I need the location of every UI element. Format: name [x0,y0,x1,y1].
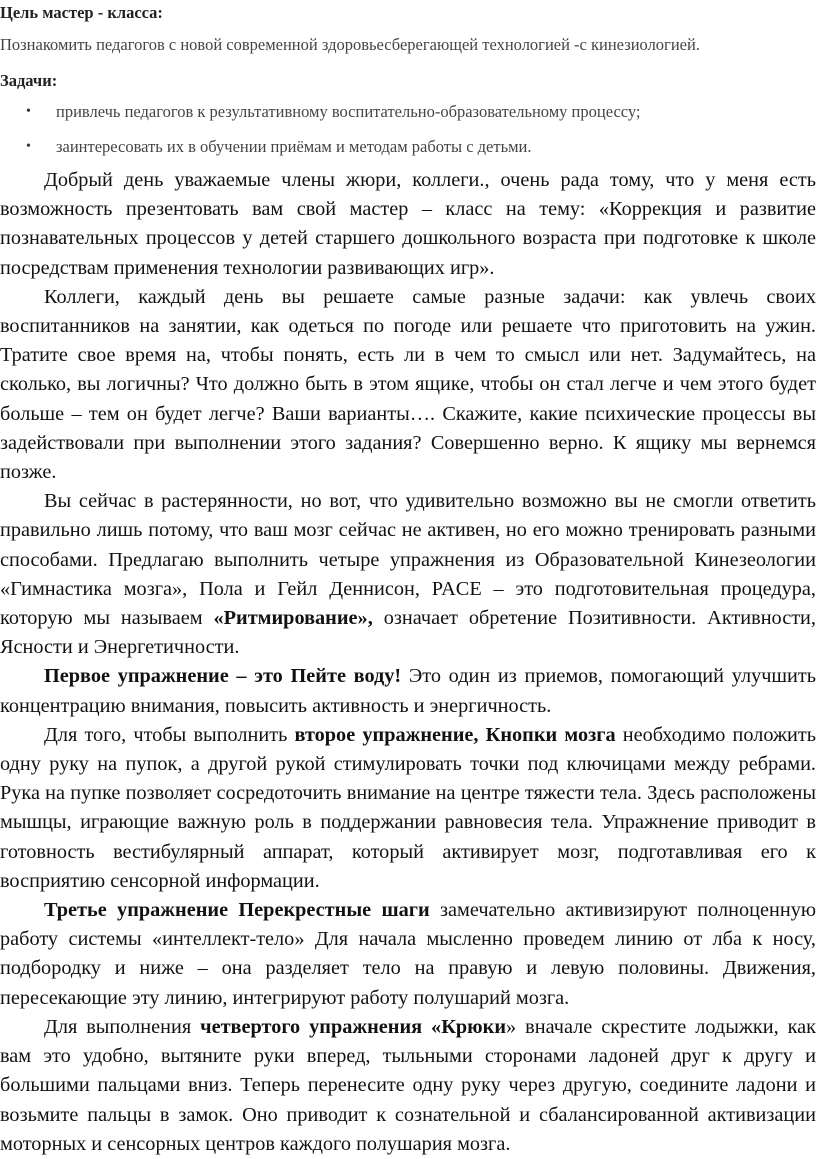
paragraph-text: Для выполнения [44,1015,201,1038]
paragraph-text: Вы сейчас в растерянности, но вот, что удивительно возможно вы не смогли ответить правильно лишь потому, что ваш мозг сейчас не активен, но его можно тренировать разными способами. Предлагаю выполнить четыре упражнения из Образовательной Кинезеологии «Гимнастика мозга», Пола и Гейл Деннисон, PACE – это подготовительная процедура, которую мы называем [0,490,816,630]
paragraph-bold-text: второе упражнение, Кнопки мозга [294,723,616,746]
paragraph-bold-text: «Ритмирование», [213,607,373,630]
paragraph-greeting [0,166,816,283]
paragraph-text: Коллеги, каждый день вы решаете самые разные задачи: как увлечь своих воспитанников на занятии, как одеться по погоде или решаете что приготовить на ужин. Тратите свое время на, чтобы понять, есть ли в чем то смысл или нет. Задумайтесь, на сколько, вы логичны? Что должно быть в этом ящике, чтобы он стал легче и чем этого будет больше – тем он будет легче? Ваши варианты…. Скажите, какие психические процессы вы задействовали при выполнении этого задания? Совершенно верно. К ящику мы вернемся позже. [0,285,816,484]
paragraph-bold-text: четвертого упражнения «Крюки [200,1015,507,1038]
bullet-icon: • [26,104,31,119]
main-text [0,166,816,1159]
paragraph-brain-gym [0,487,816,662]
paragraph-text: Добрый день уважаемые члены жюри, коллеги., очень рада тому, что у меня есть возможность презентовать вам свой мастер – класс на тему: «Коррекция и развитие познавательных процессов у детей старшего дошкольного возраста при подготовке к школе посредствам применения технологии развивающих игр». [0,169,816,279]
paragraph-exercise-4 [0,1013,816,1159]
bullet-icon: • [26,139,31,154]
paragraph-text: Для того, чтобы выполнить [44,723,295,746]
paragraph-text: » вначале скрестите лодыжки, как вам это удобно, вытяните руки вперед, тыльными сторонами ладоней друг к другу и большими пальцами вниз. Теперь перенесите одну руку через другую, соедините ладони и возьмите пальцы в замок. Оно приводит к сознательной и сбалансированной активизации моторных и сенсорных центров каждого полушария мозга. [0,1015,816,1155]
paragraph-colleagues [0,283,816,487]
paragraph-text: означает обретение Позитивности. Активности, Ясности и Энергетичности. [0,607,816,659]
paragraph-exercise-1 [0,662,816,720]
task-text: заинтересовать их в обучении приёмам и методам работы с детьми. [56,137,532,156]
paragraph-text: Это один из приемов, помогающий улучшить концентрацию внимания, повысить активность и энергичность. [0,665,816,717]
goal-heading: Цель мастер - класса: [0,3,163,22]
tasks-heading: Задачи: [0,71,58,90]
paragraph-bold-text: Первое упражнение – это Пейте воду! [44,665,402,688]
goal-text: Познакомить педагогов с новой современной здоровьесберегающей технологией -с кинезиологией. [0,35,700,54]
task-text: привлечь педагогов к результативному воспитательно-образовательному процессу; [56,102,641,121]
paragraph-bold-text: Третье упражнение Перекрестные шаги [44,899,430,922]
paragraph-exercise-3 [0,896,816,1013]
paragraph-text: замечательно активизируют полноценную работу системы «интеллект-тело» Для начала мысленно проведем линию от лба к носу, подбородку и ниже – она разделяет тело на правую и левую половины. Движения, пересекающие эту линию, интегрируют работу полушарий мозга. [0,899,816,1009]
paragraph-text: необходимо положить одну руку на пупок, а другой рукой стимулировать точки под ключицами между ребрами. Рука на пупке позволяет сосредоточить внимание на центре тяжести тела. Здесь расположены мышцы, играющие важную роль в поддержании равновесия тела. Упражнение приводит в готовность вестибулярный аппарат, который активирует мозг, подготавливая его к восприятию сенсорной информации. [0,723,816,892]
paragraph-exercise-2 [0,721,816,896]
